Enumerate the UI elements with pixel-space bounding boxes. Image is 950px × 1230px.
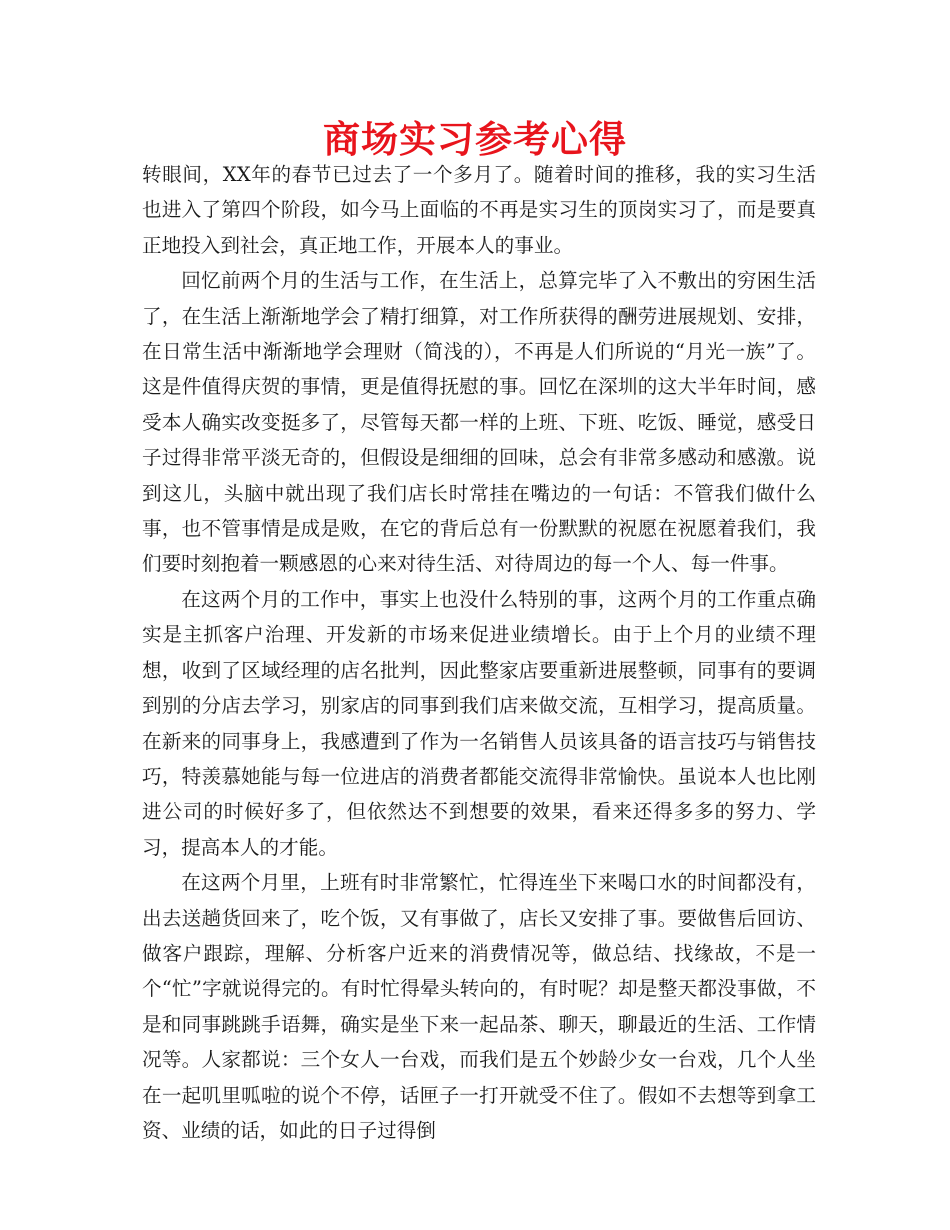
document-title: 商场实习参考心得: [323, 118, 627, 161]
paragraph-2: 回忆前两个月的生活与工作，在生活上，总算完毕了入不敷出的穷困生活了，在生活上渐渐地学会了精打细算，对工作所获得的酬劳进展规划、安排，在日常生活中渐渐地学会理财（简浅的），不再是人们所说的“月光一族”了。这是件值得庆贺的事情，更是值得抚慰的事。回忆在深圳的这大半年时间，感受本人确实改变挺多了，尽管每天都一样的上班、下班、吃饭、睡觉，感受日子过得非常平淡无奇的，但假设是细细的回味，总会有非常多感动和感激。说到这儿，头脑中就出现了我们店长时常挂在嘴边的一句话：不管我们做什么事，也不管事情是成是败，在它的背后总有一份默默的祝愿在祝愿着我们，我们要时刻抱着一颗感恩的心来对待生活、对待周边的每一个人、每一件事。: [142, 269, 816, 576]
paragraph-4: 在这两个月里，上班有时非常繁忙，忙得连坐下来喝口水的时间都没有，出去送趟货回来了，吃个饭，又有事做了，店长又安排了事。要做售后回访、做客户跟踪，理解、分析客户近来的消费情况等，做总结、找缘故，不是一个“忙”字就说得完的。有时忙得晕头转向的，有时呢？却是整天都没事做，不是和同事跳跳手语舞，确实是坐下来一起品茶、聊天，聊最近的生活、工作情况等。人家都说：三个女人一台戏，而我们是五个妙龄少女一台戏，几个人坐在一起叽里呱啦的说个不停，话匣子一打开就受不住了。假如不去想等到拿工资、业绩的话，如此的日子过得倒: [142, 871, 816, 1142]
paragraph-3: 在这两个月的工作中，事实上也没什么特别的事，这两个月的工作重点确实是主抓客户治理、开发新的市场来促进业绩增长。由于上个月的业绩不理想，收到了区域经理的店名批判，因此整家店要重新进展整顿，同事有的要调到别的分店去学习，别家店的同事到我们店来做交流，互相学习，提高质量。在新来的同事身上，我感遭到了作为一名销售人员该具备的语言技巧与销售技巧，特羡慕她能与每一位进店的消费者都能交流得非常愉快。虽说本人也比刚进公司的时候好多了，但依然达不到想要的效果，看来还得多多的努力、学习，提高本人的才能。: [142, 587, 816, 859]
paragraph-1: 转眼间，XX年的春节已过去了一个多月了。随着时间的推移，我的实习生活也进入了第四个阶段，如今马上面临的不再是实习生的顶岗实习了，而是要真正地投入到社会，真正地工作，开展本人的事业。: [142, 163, 816, 257]
document-body: [142, 157, 816, 1148]
